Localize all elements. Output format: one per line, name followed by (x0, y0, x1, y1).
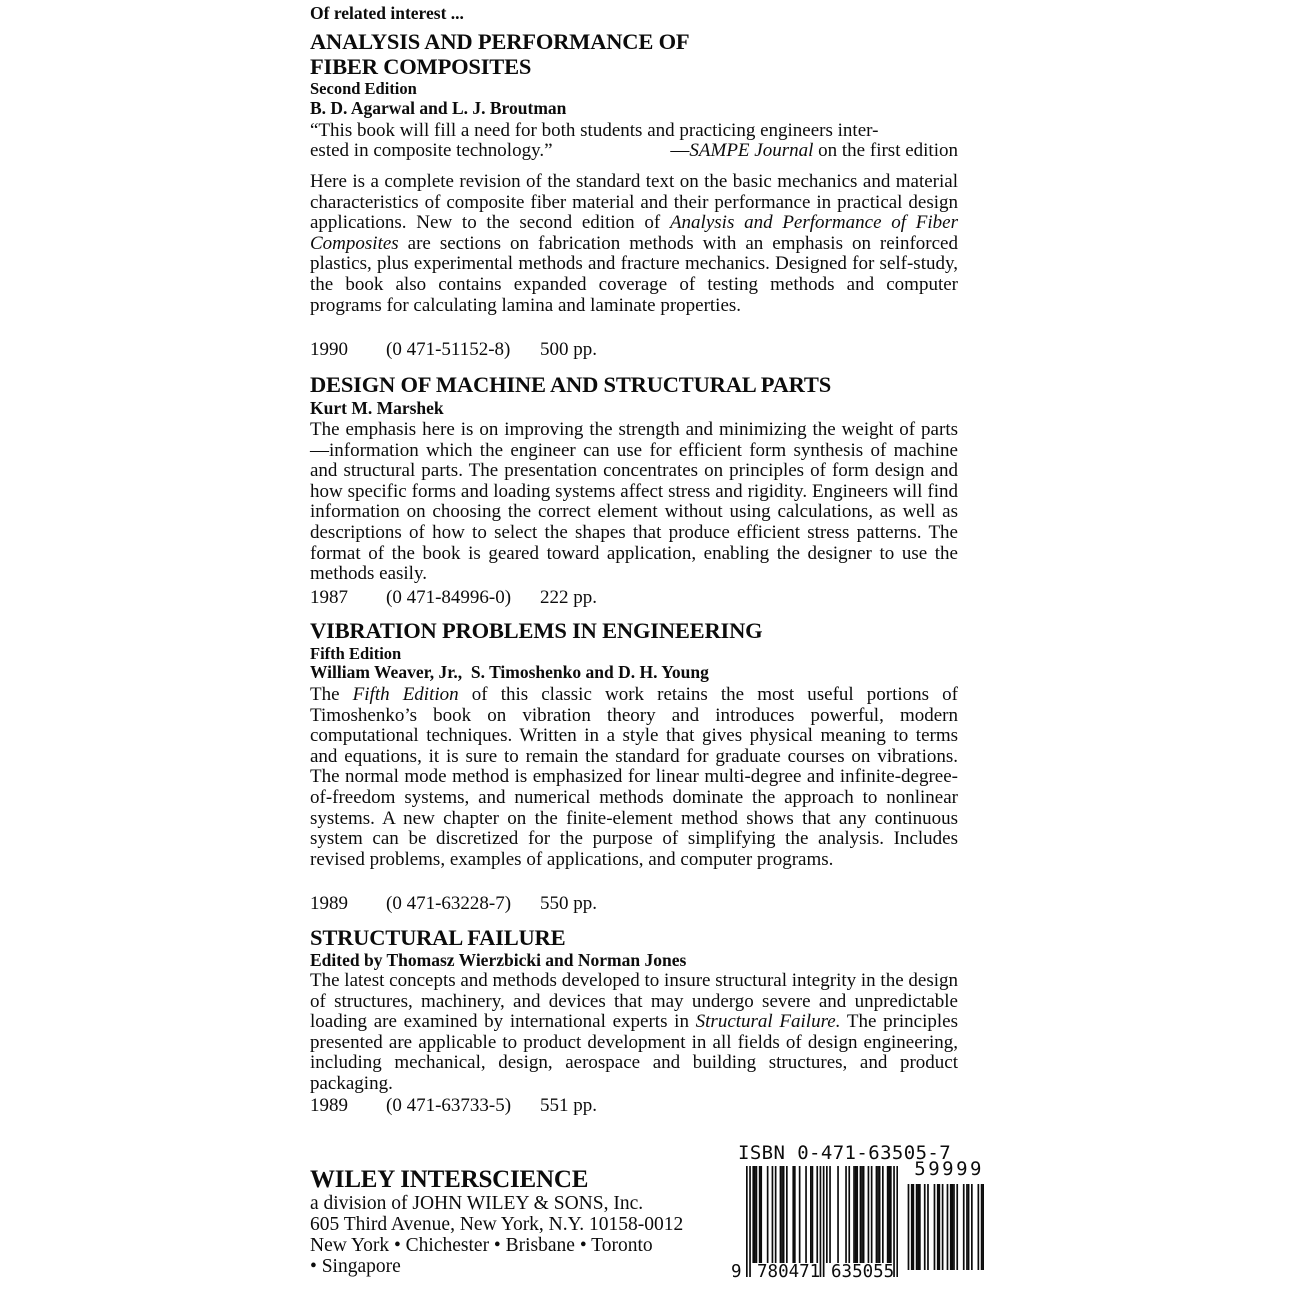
book3-year: 1989 (310, 893, 348, 914)
book4-isbn: (0 471-63733-5) (386, 1095, 512, 1116)
book4-title: STRUCTURAL FAILURE (310, 925, 566, 950)
supplement-barcode (906, 1184, 984, 1270)
book2-publication-line (310, 588, 958, 608)
book1-publication-line (310, 340, 958, 360)
book1-quote-line1: “This book will fill a need for both students and practicing engineers inter- (310, 120, 879, 141)
barcode-left-digits: 780471 (757, 1262, 821, 1282)
publisher-cities-line1: New York • Chichester • Brisbane • Toronto (310, 1235, 653, 1256)
book2-pages: 222 pp. (540, 587, 597, 608)
book4-publication-line (310, 1096, 958, 1116)
book1-title-line2: FIBER COMPOSITES (310, 53, 532, 79)
book4-description: The latest concepts and methods developed to insure structural integrity in the design of structures, machinery, and devices that may undergo severe and unpredictable loading are examined by international experts in Structural Failure. The principles presented are applicable to product development in all fields of design engineering, including mechanical, design, aerospace and building structures, and product packaging. (310, 970, 959, 1094)
book2-authors: Kurt M. Marshek (310, 398, 444, 418)
price-code-text: 59999 (914, 1158, 984, 1180)
publisher-cities-line2: • Singapore (310, 1256, 401, 1277)
barcode-digits (731, 1263, 901, 1283)
book3-publication-line (310, 894, 958, 914)
book2-year: 1987 (310, 587, 348, 608)
book3-isbn: (0 471-63228-7) (386, 893, 512, 914)
publisher-imprint (310, 1166, 790, 1277)
book1-quote-line2: ested in composite technology.” (310, 140, 553, 161)
book3-edition: Fifth Edition (310, 644, 402, 663)
barcode-right-digits: 635055 (831, 1262, 895, 1282)
book3-authors: William Weaver, Jr., S. Timoshenko and D. H. Young (310, 662, 709, 682)
book1-edition: Second Edition (310, 79, 417, 98)
book1-quote-attribution: —SAMPE Journal on the first edition (670, 140, 958, 161)
isbn-number-text: ISBN 0-471-63505-7 (738, 1142, 952, 1164)
publisher-division: a division of JOHN WILEY & SONS, Inc. (310, 1193, 644, 1214)
book1-isbn: (0 471-51152-8) (386, 339, 511, 360)
kicker: Of related interest ... (310, 3, 464, 23)
book1-year: 1990 (310, 339, 348, 360)
publisher-name: WILEY INTERSCIENCE (310, 1166, 589, 1193)
barcode-first-digit: 9 (731, 1262, 742, 1282)
book1-authors: B. D. Agarwal and L. J. Broutman (310, 98, 567, 118)
book2-title: DESIGN OF MACHINE AND STRUCTURAL PARTS (310, 372, 832, 397)
book3-pages: 550 pp. (540, 893, 597, 914)
book1-pages: 500 pp. (540, 339, 597, 360)
book1-title (310, 30, 958, 79)
book2-isbn: (0 471-84996-0) (386, 587, 512, 608)
ean13-barcode (746, 1166, 898, 1277)
publisher-address: 605 Third Avenue, New York, N.Y. 10158-0012 (310, 1214, 684, 1235)
book3-title: VIBRATION PROBLEMS IN ENGINEERING (310, 618, 763, 643)
book1-review-quote (310, 121, 958, 161)
book1-title-line1: ANALYSIS AND PERFORMANCE OF (310, 29, 690, 54)
book1-description: Here is a complete revision of the standard text on the basic mechanics and material characteristics of composite fiber material and their performance in practical design applications. New to the second edition of Analysis and Performance of Fiber Composites are sections on fabrication methods with an emphasis on reinforced plastics, plus experimental methods and fracture mechanics. Designed for self-study, the book also contains expanded coverage of testing methods and computer programs for calculating lamina and laminate properties. (310, 171, 958, 316)
book3-description: The Fifth Edition of this classic work retains the most useful portions of Timoshenko’s book on vibration theory and introduces powerful, modern computational techniques. Written in a style that gives physical meaning to terms and equations, it is sure to remain the standard for graduate courses on vibrations. The normal mode method is emphasized for linear multi-degree and infinite-degree-of-freedom systems, and numerical methods dominate the approach to nonlinear systems. A new chapter on the finite-element method shows that any continuous system can be discretized for the purpose of simplifying the analysis. Includes revised problems, examples of applications, and computer programs. (310, 684, 959, 870)
book4-editors: Edited by Thomasz Wierzbicki and Norman Jones (310, 950, 687, 970)
book4-pages: 551 pp. (540, 1095, 597, 1116)
book4-year: 1989 (310, 1095, 348, 1116)
book2-description: The emphasis here is on improving the strength and minimizing the weight of parts—information which the engineer can use for efficient form synthesis of machine and structural parts. The presentation concentrates on principles of form design and how specific forms and loading systems affect stress and rigidity. Engineers will find information on choosing the correct element without using calculations, as well as descriptions of how to select the shapes that produce efficient stress patterns. The format of the book is geared toward application, enabling the designer to use the methods easily. (310, 419, 958, 585)
